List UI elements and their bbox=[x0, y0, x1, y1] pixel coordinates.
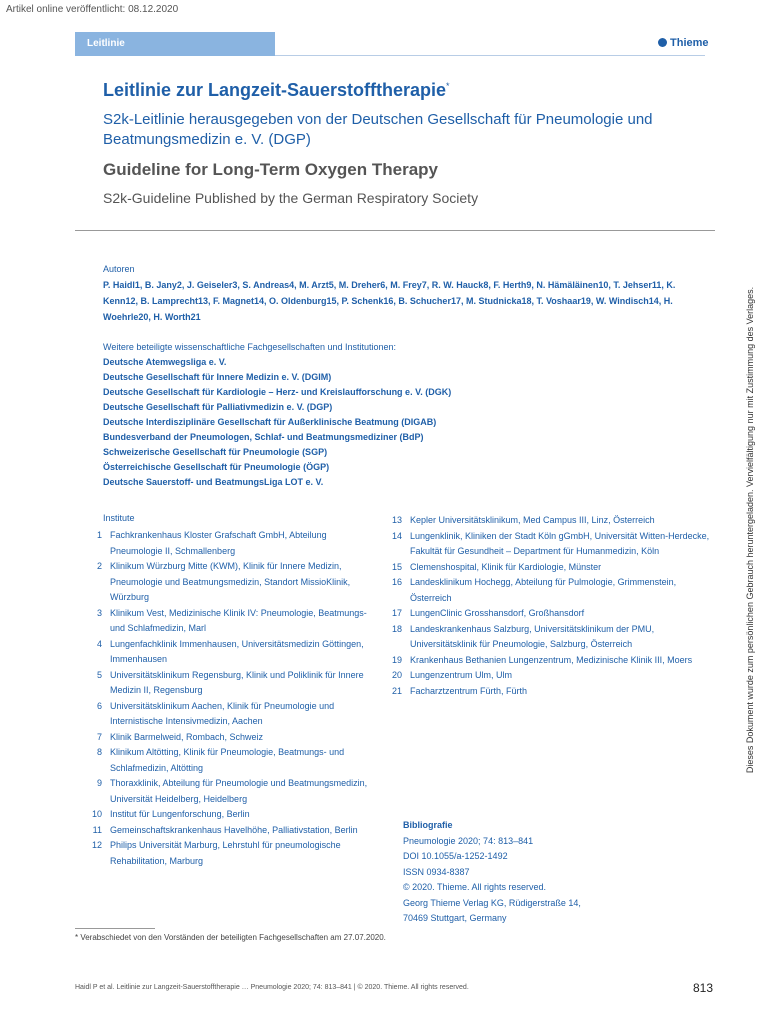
page-title bbox=[103, 80, 450, 101]
institute-number: 1 bbox=[96, 530, 102, 540]
institute-name: Klinikum Altötting, Klinik für Pneumologie, Beatmungs- und Schlafmedizin, Altötting bbox=[110, 747, 345, 773]
institute-number: 2 bbox=[96, 561, 102, 571]
institute-name: Lungenzentrum Ulm, Ulm bbox=[410, 670, 513, 680]
societies-list bbox=[103, 355, 663, 490]
institute-name: Kepler Universitätsklinikum, Med Campus III, Linz, Österreich bbox=[410, 515, 655, 525]
institute-item bbox=[80, 606, 380, 637]
authors-list: P. Haidl1, B. Jany2, J. Geiseler3, S. Andreas4, M. Arzt5, M. Dreher6, M. Frey7, R. W. Hauck8, F. Herth9, N. Hämäläinen10, T. Jehser11, K. Kenn12, B. Lamprecht13, F. Magnet14, O. Oldenburg15, P. Schenk16, B. Schucher17, M. Studnicka18, T. Voshaar19, W. Windisch14, H. Woehrle20, H. Worth21 bbox=[103, 280, 676, 322]
institute-number: 15 bbox=[391, 561, 402, 572]
institute-number: 3 bbox=[96, 607, 102, 618]
society-item: Deutsche Interdisziplinäre Gesellschaft für Außerklinische Beatmung (DIGAB) bbox=[103, 417, 437, 427]
institute-name: Institut für Lungenforschung, Berlin bbox=[110, 809, 250, 819]
institute-name: Facharztzentrum Fürth, Fürth bbox=[410, 685, 528, 696]
institute-number: 14 bbox=[391, 530, 402, 541]
subtitle: S2k-Leitlinie herausgegeben von der Deutschen Gesellschaft für Pneumologie und Beatmungsmedizin e. V. (DGP) bbox=[103, 111, 653, 148]
institute-number: 5 bbox=[96, 669, 102, 680]
institute-item bbox=[80, 637, 380, 668]
institutes-right-column bbox=[380, 513, 710, 699]
societies-block bbox=[103, 340, 663, 490]
societies-label: Weitere beteiligte wissenschaftliche Fachgesellschaften und Institutionen: bbox=[103, 342, 397, 352]
institute-number: 12 bbox=[91, 840, 102, 850]
institute-name: LungenClinic Grosshansdorf, Großhansdorf bbox=[410, 608, 585, 618]
institute-number: 6 bbox=[96, 700, 102, 711]
institute-name: Universitätsklinikum Aachen, Klinik für Pneumologie und Internistische Intensivmedizin, Aachen bbox=[110, 700, 335, 726]
institute-item bbox=[380, 575, 710, 606]
institutes-label: Institute bbox=[103, 513, 135, 523]
page-footer: Haidl P et al. Leitlinie zur Langzeit-Sauerstofftherapie … Pneumologie 2020; 74: 813–841 | © 2020. Thieme. All rights reserved. bbox=[75, 984, 469, 991]
biblio-doi: DOI 10.1055/a-1252-1492 bbox=[403, 851, 508, 861]
institute-item bbox=[80, 730, 380, 746]
institute-name: Klinik Barmelweid, Rombach, Schweiz bbox=[110, 731, 264, 742]
publisher-logo-text: Thieme bbox=[670, 37, 709, 49]
institute-number: 9 bbox=[96, 778, 102, 788]
bibliography bbox=[403, 818, 581, 927]
english-title: Guideline for Long-Term Oxygen Therapy bbox=[103, 160, 439, 179]
society-item: Deutsche Sauerstoff- und BeatmungsLiga LOT e. V. bbox=[103, 477, 324, 487]
authors-label: Autoren bbox=[103, 264, 135, 274]
footnote: * Verabschiedet von den Vorständen der beteiligten Fachgesellschaften am 27.07.2020. bbox=[75, 933, 386, 942]
institute-number: 4 bbox=[96, 638, 102, 649]
institute-name: Klinikum Würzburg Mitte (KWM), Klinik für Innere Medizin, Pneumologie und Beatmungsmedizin, Standort MissioKlinik, Würzburg bbox=[110, 561, 351, 602]
institute-item bbox=[80, 838, 380, 869]
institute-number: 17 bbox=[391, 608, 402, 618]
institutes-left-column bbox=[80, 528, 380, 869]
footnote-rule bbox=[75, 928, 155, 929]
institute-number: 18 bbox=[391, 623, 402, 634]
society-item: Deutsche Atemwegsliga e. V. bbox=[103, 357, 227, 367]
society-item: Bundesverband der Pneumologen, Schlaf- und Beatmungsmediziner (BdP) bbox=[103, 432, 424, 442]
side-notice bbox=[740, 240, 760, 820]
institute-name: Lungenklinik, Kliniken der Stadt Köln gGmbH, Universität Witten-Herdecke, Fakultät für Gesundheit – Department für Humanmedizin, Köln bbox=[410, 530, 710, 556]
institute-number: 7 bbox=[96, 731, 102, 742]
page-number: 813 bbox=[693, 981, 714, 995]
institute-number: 8 bbox=[96, 747, 102, 757]
institute-item bbox=[80, 668, 380, 699]
society-item: Deutsche Gesellschaft für Palliativmedizin e. V. (DGP) bbox=[103, 402, 333, 412]
institute-name: Lungenfachklinik Immenhausen, Universitätsmedizin Göttingen, Immenhausen bbox=[110, 638, 364, 664]
institute-item bbox=[80, 745, 380, 776]
institute-name: Krankenhaus Bethanien Lungenzentrum, Medizinische Klinik III, Moers bbox=[410, 654, 693, 665]
institute-number: 11 bbox=[92, 824, 102, 835]
side-notice-text: Dieses Dokument wurde zum persönlichen Gebrauch heruntergeladen. Vervielfältigung nur mit Zustimmung des Verlages. bbox=[745, 286, 755, 774]
publisher-logo bbox=[658, 37, 709, 49]
society-item: Deutsche Gesellschaft für Kardiologie – Herz- und Kreislaufforschung e. V. (DGK) bbox=[103, 387, 452, 397]
institute-item bbox=[80, 559, 380, 606]
title-text: Leitlinie zur Langzeit-Sauerstofftherapie bbox=[103, 80, 447, 100]
institute-item bbox=[380, 560, 710, 576]
banner-rule bbox=[275, 55, 705, 56]
online-publication-note: Artikel online veröffentlicht: 08.12.2020 bbox=[6, 4, 179, 15]
institute-name: Gemeinschaftskrankenhaus Havelhöhe, Palliativstation, Berlin bbox=[110, 824, 358, 835]
institute-name: Fachkrankenhaus Kloster Grafschaft GmbH, Abteilung Pneumologie II, Schmallenberg bbox=[110, 530, 327, 556]
english-subtitle: S2k-Guideline Published by the German Respiratory Society bbox=[103, 190, 479, 206]
institute-number: 19 bbox=[391, 654, 402, 665]
biblio-label: Bibliografie bbox=[403, 820, 453, 830]
institute-number: 21 bbox=[391, 685, 402, 696]
institute-number: 10 bbox=[91, 809, 102, 819]
institute-item bbox=[80, 807, 380, 823]
institute-name: Universitätsklinikum Regensburg, Klinik und Poliklinik für Innere Medizin II, Regensburg bbox=[110, 669, 364, 695]
biblio-city: 70469 Stuttgart, Germany bbox=[403, 913, 507, 923]
institute-item bbox=[80, 823, 380, 839]
institute-item bbox=[380, 529, 710, 560]
institute-item bbox=[380, 622, 710, 653]
institute-name: Klinikum Vest, Medizinische Klinik IV: Pneumologie, Beatmungs- und Schlafmedizin, Marl bbox=[110, 607, 367, 633]
institute-name: Thoraxklinik, Abteilung für Pneumologie und Beatmungsmedizin, Universität Heidelberg, Heidelberg bbox=[110, 778, 368, 804]
biblio-issn: ISSN 0934-8387 bbox=[403, 866, 470, 877]
thieme-logo-icon bbox=[658, 38, 667, 47]
institute-item bbox=[380, 513, 710, 529]
institute-item bbox=[380, 668, 710, 684]
institute-item bbox=[380, 653, 710, 669]
institute-name: Clemenshospital, Klinik für Kardiologie, Münster bbox=[410, 561, 602, 572]
institute-item bbox=[80, 776, 380, 807]
institute-name: Landesklinikum Hochegg, Abteilung für Pulmologie, Grimmenstein, Österreich bbox=[410, 577, 677, 603]
biblio-publisher: Georg Thieme Verlag KG, Rüdigerstraße 14, bbox=[403, 897, 581, 908]
institute-number: 16 bbox=[391, 577, 402, 587]
institute-item bbox=[80, 699, 380, 730]
society-item: Schweizerische Gesellschaft für Pneumologie (SGP) bbox=[103, 447, 328, 457]
institute-item bbox=[380, 606, 710, 622]
biblio-copyright: © 2020. Thieme. All rights reserved. bbox=[403, 882, 547, 892]
title-footnote-mark: * bbox=[446, 81, 450, 91]
biblio-journal: Pneumologie 2020; 74: 813–841 bbox=[403, 835, 534, 846]
institute-item bbox=[380, 684, 710, 700]
society-item: Österreichische Gesellschaft für Pneumologie (ÖGP) bbox=[103, 462, 330, 472]
section-banner: Leitlinie bbox=[75, 32, 275, 56]
institute-number: 20 bbox=[391, 670, 402, 680]
institute-name: Landeskrankenhaus Salzburg, Universitätsklinikum der PMU, Universitätsklinik für Pneumologie, Salzburg, Österreich bbox=[410, 623, 655, 649]
society-item: Deutsche Gesellschaft für Innere Medizin e. V. (DGIM) bbox=[103, 372, 332, 382]
header-divider bbox=[75, 230, 715, 231]
institute-number: 13 bbox=[391, 515, 402, 525]
institute-item bbox=[80, 528, 380, 559]
institute-name: Philips Universität Marburg, Lehrstuhl für pneumologische Rehabilitation, Marburg bbox=[110, 840, 341, 866]
